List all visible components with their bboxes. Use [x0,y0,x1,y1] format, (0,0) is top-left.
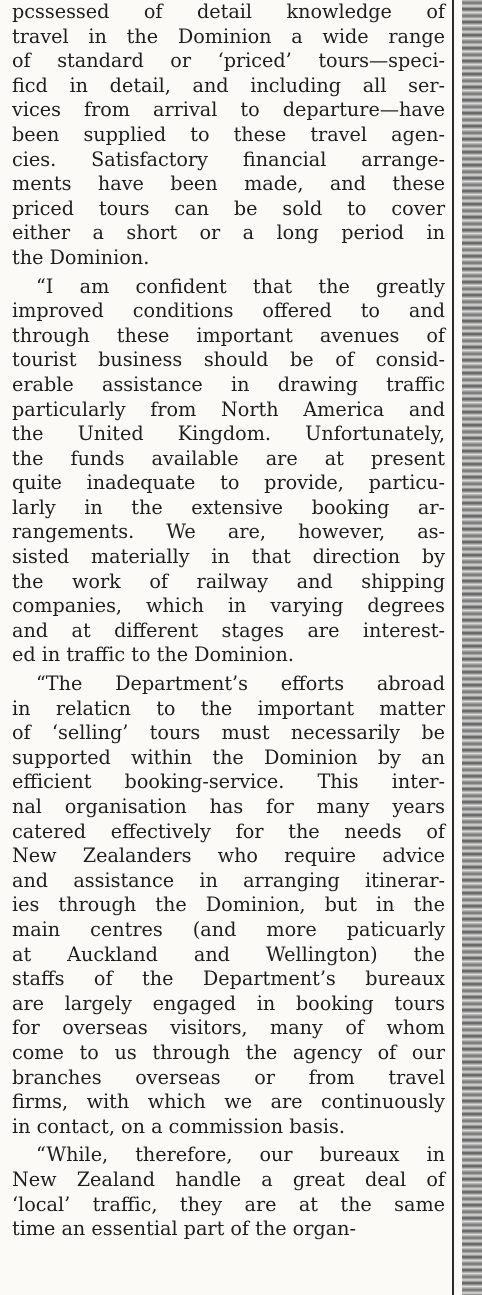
article-paragraph [12,1143,445,1241]
text-line: “While, therefore, our bureaux in [36,1143,445,1167]
text-line: priced tours can be sold to cover [12,196,445,220]
text-line: the United Kingdom. Unfortunately, [12,422,445,446]
text-line: travel in the Dominion a wide range [12,24,445,48]
text-line: in contact, on a commission basis. [12,1114,345,1138]
text-line: tourist business should be of consid- [12,348,445,372]
text-line: through these important avenues of [12,323,445,347]
text-line: pcssessed of detail knowledge of [12,0,445,23]
text-line: ‘local’ traffic, they are at the same [12,1192,445,1216]
text-line: staffs of the Department’s bureaux [12,967,445,991]
text-line: and assistance in arranging itinerar- [12,868,445,892]
text-line: been supplied to these travel agen- [12,122,445,146]
text-line: companies, which in varying degrees [12,594,445,618]
article-paragraph [12,672,445,1139]
text-line: in relaticn to the important matter [12,696,445,720]
text-line: sisted materially in that direction by [12,545,445,569]
text-line: ments have been made, and these [12,172,445,196]
text-line: supported within the Dominion by an [12,745,445,769]
text-line: vices from arrival to departure—have [12,98,445,122]
text-line: improved conditions offered to and [12,299,445,323]
text-line: the funds available are at present [12,446,445,470]
article-paragraph [12,275,445,669]
text-line: ies through the Dominion, but in the [12,893,445,917]
text-line: ficd in detail, and including all ser- [12,73,445,97]
text-line: catered effectively for the needs of [12,819,445,843]
text-line: New Zealanders who require advice [12,844,445,868]
text-line: at Auckland and Wellington) the [12,942,445,966]
text-line: of ‘selling’ tours must necessarily be [12,721,445,745]
text-line: and at different stages are interest- [12,618,445,642]
text-line: larly in the extensive booking ar- [12,495,445,519]
article-column [12,0,445,1242]
text-line: time an essential part of the organ- [12,1217,356,1241]
text-line: for overseas visitors, many of whom [12,1016,445,1040]
text-line: New Zealand handle a great deal of [12,1167,445,1191]
text-line: “The Department’s efforts abroad [36,672,445,696]
text-line: efficient booking-service. This inter- [12,770,445,794]
text-line: ed in traffic to the Dominion. [12,643,294,667]
text-line: cies. Satisfactory financial arrange- [12,147,445,171]
text-line: either a short or a long period in [12,221,445,245]
column-rule [452,0,454,1295]
article-paragraph [12,0,445,271]
text-line: the work of railway and shipping [12,569,445,593]
text-line: erable assistance in drawing traffic [12,372,445,396]
text-line: quite inadequate to provide, particu- [12,471,445,495]
text-line: particularly from North America and [12,397,445,421]
text-line: the Dominion. [12,245,150,269]
text-line: rangements. We are, however, as- [12,520,445,544]
adjacent-column-edge [462,0,482,1295]
text-line: nal organisation has for many years [12,795,445,818]
text-line: main centres (and more paticuarly [12,917,445,941]
text-line: firms, with which we are continuously [12,1090,445,1114]
text-line: “I am confident that the greatly [36,274,445,298]
text-line: branches overseas or from travel [12,1065,445,1089]
text-line: are largely engaged in booking tours [12,991,445,1015]
text-line: of standard or ‘priced’ tours—speci- [12,49,445,73]
text-line: come to us through the agency of our [12,1040,445,1064]
